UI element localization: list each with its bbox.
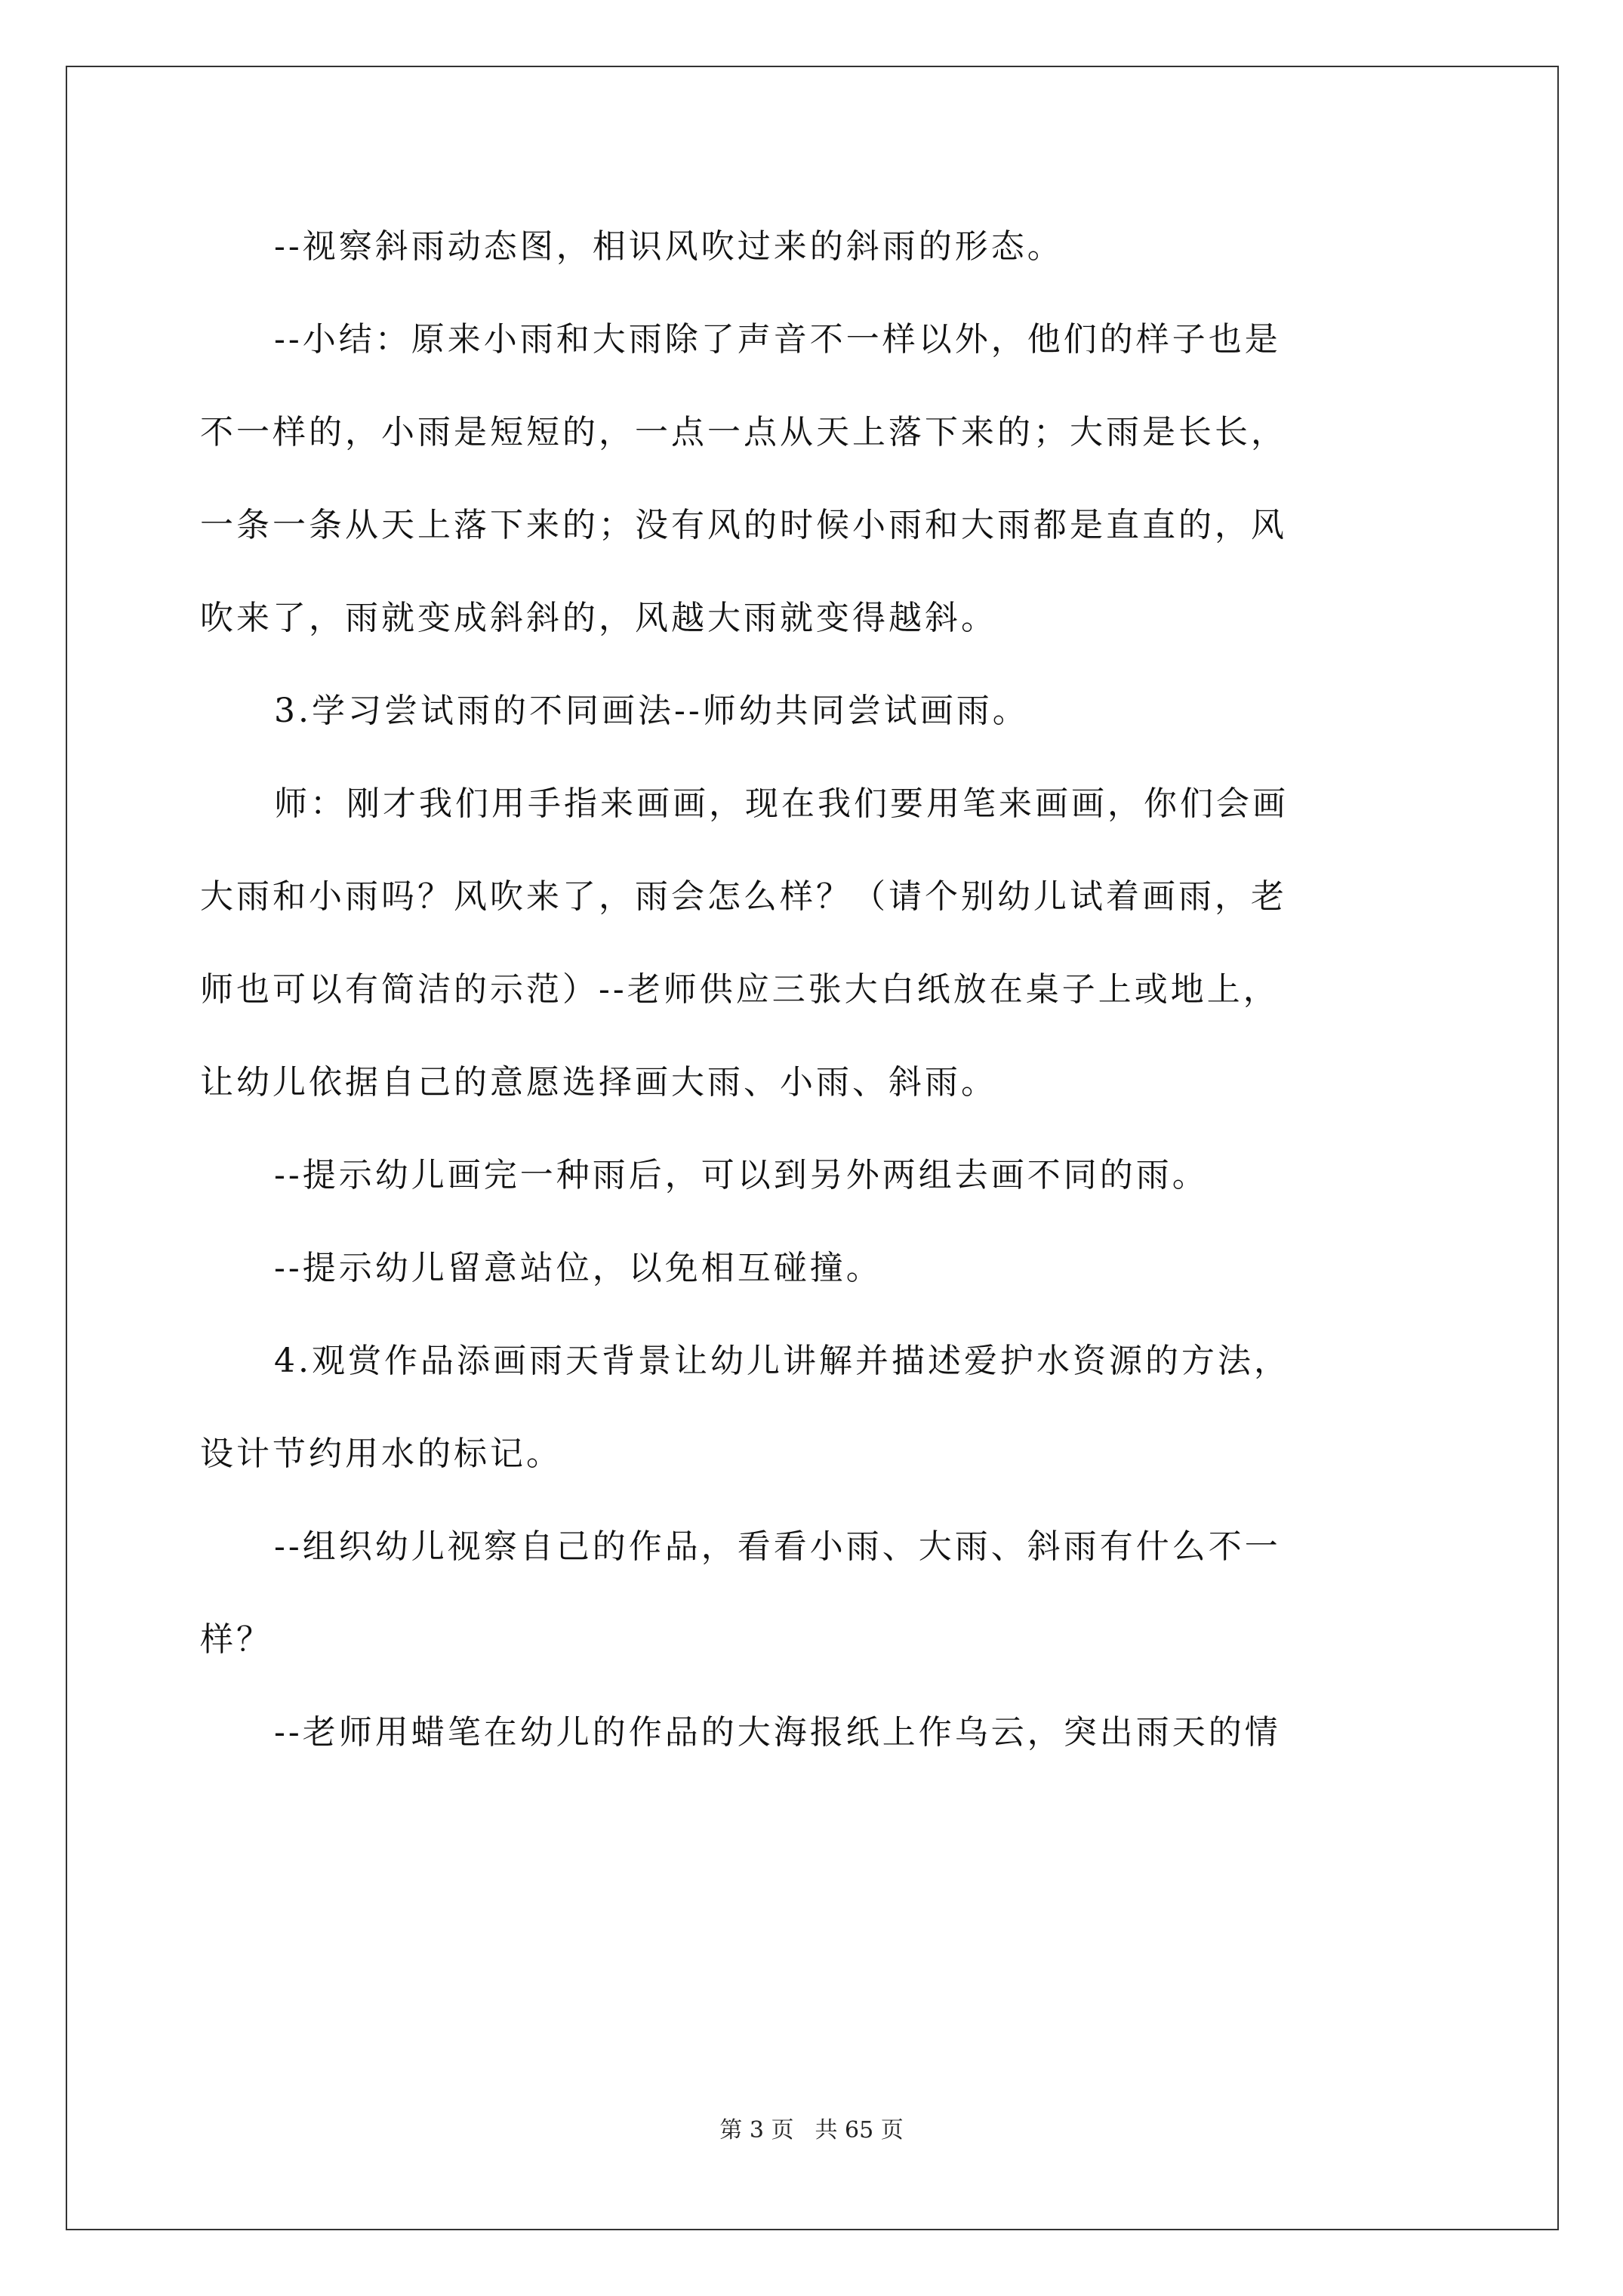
paragraph-line: 样？ (200, 1620, 273, 1659)
document-body (200, 200, 1438, 1779)
paragraph-line: --视察斜雨动态图，相识风吹过来的斜雨的形态。 (274, 227, 1064, 266)
paragraph-line: 一条一条从天上落下来的；没有风的时候小雨和大雨都是直直的，风 (200, 506, 1287, 544)
paragraph-line: --提示幼儿画完一种雨后，可以到另外两组去画不同的雨。 (274, 1156, 1209, 1194)
paragraph-line: --提示幼儿留意站位，以免相互碰撞。 (274, 1249, 882, 1287)
page-number: 第 3 页 (719, 2117, 794, 2143)
paragraph-line: 4.观赏作品添画雨天背景让幼儿讲解并描述爱护水资源的方法， (274, 1342, 1290, 1380)
paragraph-line: --小结：原来小雨和大雨除了声音不一样以外，他们的样子也是 (274, 320, 1281, 359)
paragraph-line: 让幼儿依据自己的意愿选择画大雨、小雨、斜雨。 (200, 1063, 997, 1102)
paragraph-line: --组织幼儿视察自己的作品，看看小雨、大雨、斜雨有什么不一 (274, 1527, 1281, 1566)
paragraph-line: 师：刚才我们用手指来画画，现在我们要用笔来画画，你们会画 (274, 784, 1289, 823)
paragraph-line: 吹来了，雨就变成斜斜的，风越大雨就变得越斜。 (200, 599, 997, 637)
paragraph-line: 3.学习尝试雨的不同画法--师幼共同尝试画雨。 (274, 692, 1029, 730)
paragraph-line: 不一样的，小雨是短短的，一点一点从天上落下来的；大雨是长长， (200, 413, 1287, 451)
paragraph-line: 大雨和小雨吗？风吹来了，雨会怎么样？（请个别幼儿试着画雨，老 (200, 877, 1287, 916)
page-total: 共 65 页 (815, 2117, 904, 2143)
paragraph-line: 设计节约用水的标记。 (200, 1435, 562, 1473)
paragraph-line: --老师用蜡笔在幼儿的作品的大海报纸上作乌云，突出雨天的情 (274, 1713, 1281, 1752)
page-footer (0, 2116, 1623, 2146)
paragraph-line: 师也可以有简洁的示范）--老师供应三张大白纸放在桌子上或地上， (200, 970, 1280, 1009)
